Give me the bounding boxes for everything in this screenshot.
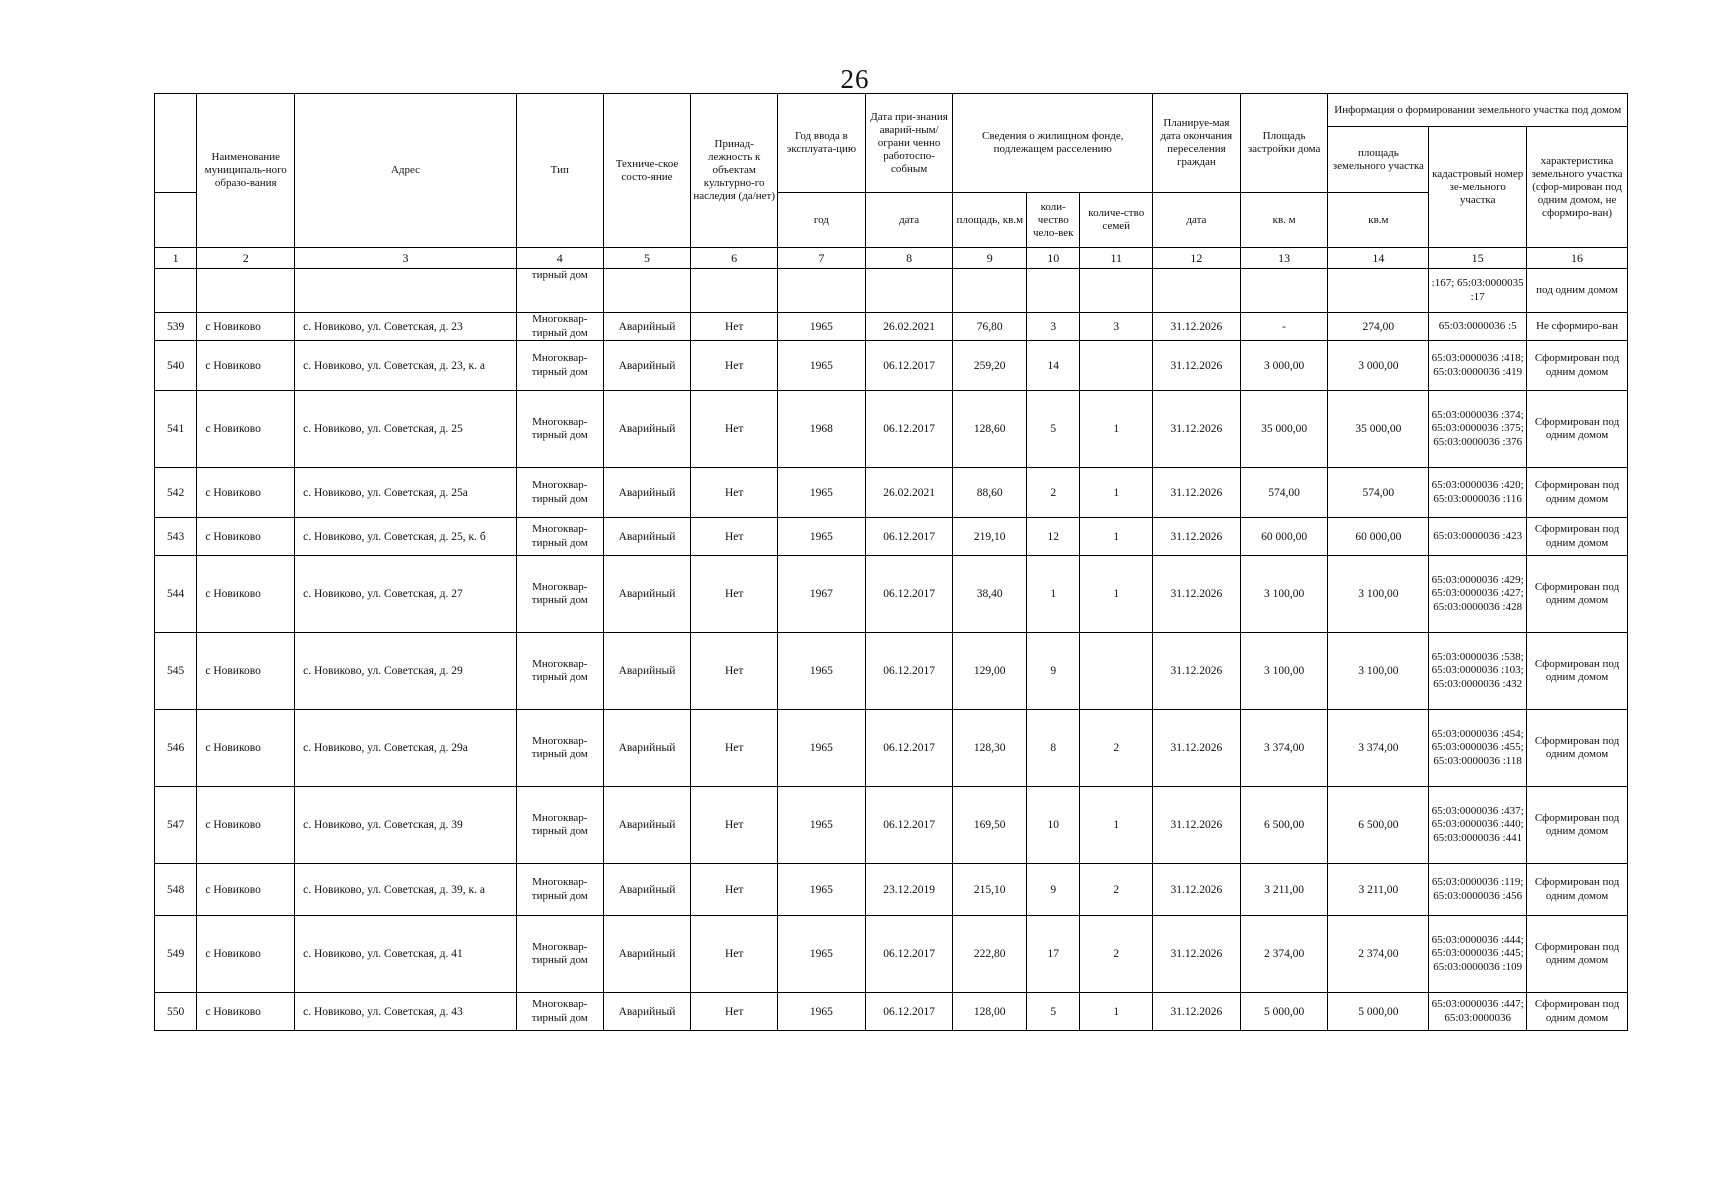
building-area-cell: 60 000,00 <box>1240 518 1328 556</box>
land-characteristic-cell: Сформирован под одним домом <box>1527 993 1628 1031</box>
header-condition: Техниче-ское состо-яние <box>603 94 691 248</box>
building-area-cell: 5 000,00 <box>1240 993 1328 1031</box>
emergency-date-cell: 06.12.2017 <box>865 518 953 556</box>
table-row <box>155 313 1628 341</box>
heritage-cell: Нет <box>691 787 778 864</box>
continuation-land-char: под одним домом <box>1527 269 1628 313</box>
column-number-row <box>155 248 1628 269</box>
year-built-cell: 1965 <box>778 864 866 916</box>
family-count-cell: 1 <box>1080 391 1153 468</box>
cadastral-number-cell: 65:03:0000036 :418; 65:03:0000036 :419 <box>1429 341 1527 391</box>
cadastral-number-cell: 65:03:0000036 :444; 65:03:0000036 :445; 65:03:0000036 :109 <box>1429 916 1527 993</box>
land-characteristic-cell: Сформирован под одним домом <box>1527 391 1628 468</box>
building-area-cell: 35 000,00 <box>1240 391 1328 468</box>
heritage-cell: Нет <box>691 864 778 916</box>
header-row-number-empty <box>155 193 197 248</box>
area-cell: 88,60 <box>953 468 1027 518</box>
people-count-cell: 10 <box>1027 787 1080 864</box>
header-unit-date: дата <box>865 193 953 248</box>
header-year-built: Год ввода в эксплуата-цию <box>778 94 866 193</box>
header-land-area: площадь земельного участка <box>1328 127 1429 193</box>
year-built-cell: 1965 <box>778 916 866 993</box>
column-number: 7 <box>778 248 866 269</box>
column-number: 11 <box>1080 248 1153 269</box>
building-area-cell: 574,00 <box>1240 468 1328 518</box>
land-area-cell: 3 100,00 <box>1328 633 1429 710</box>
land-area-cell: 3 100,00 <box>1328 556 1429 633</box>
address-cell: с. Новиково, ул. Советская, д. 23, к. а <box>295 341 517 391</box>
land-area-cell: 5 000,00 <box>1328 993 1429 1031</box>
land-area-cell: 60 000,00 <box>1328 518 1429 556</box>
column-number: 3 <box>295 248 517 269</box>
house-type-cell: Многоквар-тирный дом <box>516 313 603 341</box>
house-type-cell: Многоквар-тирный дом <box>516 787 603 864</box>
header-land-info: Информация о формировании земельного участка под домом <box>1328 94 1628 127</box>
header-row-number <box>155 94 197 193</box>
planned-date-cell: 31.12.2026 <box>1153 864 1241 916</box>
municipality-cell: с Новиково <box>197 341 295 391</box>
area-cell: 76,80 <box>953 313 1027 341</box>
area-cell: 222,80 <box>953 916 1027 993</box>
area-cell: 128,30 <box>953 710 1027 787</box>
condition-cell: Аварийный <box>603 556 691 633</box>
planned-date-cell: 31.12.2026 <box>1153 341 1241 391</box>
address-cell: с. Новиково, ул. Советская, д. 25 <box>295 391 517 468</box>
address-cell: с. Новиково, ул. Советская, д. 23 <box>295 313 517 341</box>
cadastral-number-cell: 65:03:0000036 :423 <box>1429 518 1527 556</box>
column-number: 1 <box>155 248 197 269</box>
heritage-cell: Нет <box>691 916 778 993</box>
land-characteristic-cell: Сформирован под одним домом <box>1527 518 1628 556</box>
emergency-date-cell: 23.12.2019 <box>865 864 953 916</box>
row-number-cell: 544 <box>155 556 197 633</box>
building-area-cell: 3 211,00 <box>1240 864 1328 916</box>
condition-cell: Аварийный <box>603 916 691 993</box>
building-area-cell: 6 500,00 <box>1240 787 1328 864</box>
land-area-cell: 3 211,00 <box>1328 864 1429 916</box>
land-area-cell: 35 000,00 <box>1328 391 1429 468</box>
year-built-cell: 1965 <box>778 710 866 787</box>
house-type-cell: Многоквар-тирный дом <box>516 468 603 518</box>
house-type-cell: Многоквар-тирный дом <box>516 864 603 916</box>
building-area-cell: 3 100,00 <box>1240 556 1328 633</box>
family-count-cell <box>1080 633 1153 710</box>
area-cell: 128,60 <box>953 391 1027 468</box>
people-count-cell: 5 <box>1027 993 1080 1031</box>
table-row <box>155 341 1628 391</box>
planned-date-cell: 31.12.2026 <box>1153 391 1241 468</box>
year-built-cell: 1965 <box>778 993 866 1031</box>
emergency-date-cell: 06.12.2017 <box>865 916 953 993</box>
family-count-cell: 2 <box>1080 864 1153 916</box>
header-municipality: Наименование муниципаль-ного образо-вания <box>197 94 295 248</box>
table-row <box>155 556 1628 633</box>
header-unit-people: коли-чество чело-век <box>1027 193 1080 248</box>
people-count-cell: 17 <box>1027 916 1080 993</box>
emergency-date-cell: 26.02.2021 <box>865 313 953 341</box>
header-unit-sqm: кв. м <box>1240 193 1328 248</box>
address-cell: с. Новиково, ул. Советская, д. 29а <box>295 710 517 787</box>
area-cell: 129,00 <box>953 633 1027 710</box>
house-type-cell: Многоквар-тирный дом <box>516 518 603 556</box>
emergency-date-cell: 06.12.2017 <box>865 787 953 864</box>
header-unit-families: количе-ство семей <box>1080 193 1153 248</box>
condition-cell: Аварийный <box>603 633 691 710</box>
table-row <box>155 391 1628 468</box>
cadastral-number-cell: 65:03:0000036 :5 <box>1429 313 1527 341</box>
condition-cell: Аварийный <box>603 341 691 391</box>
area-cell: 169,50 <box>953 787 1027 864</box>
address-cell: с. Новиково, ул. Советская, д. 25, к. б <box>295 518 517 556</box>
building-area-cell: 3 000,00 <box>1240 341 1328 391</box>
condition-cell: Аварийный <box>603 518 691 556</box>
land-characteristic-cell: Сформирован под одним домом <box>1527 341 1628 391</box>
land-area-cell: 274,00 <box>1328 313 1429 341</box>
row-number-cell: 541 <box>155 391 197 468</box>
planned-date-cell: 31.12.2026 <box>1153 518 1241 556</box>
table-row <box>155 916 1628 993</box>
header-unit-area: площадь, кв.м <box>953 193 1027 248</box>
year-built-cell: 1967 <box>778 556 866 633</box>
people-count-cell: 1 <box>1027 556 1080 633</box>
year-built-cell: 1965 <box>778 468 866 518</box>
address-cell: с. Новиково, ул. Советская, д. 25а <box>295 468 517 518</box>
row-number-cell: 548 <box>155 864 197 916</box>
column-number: 14 <box>1328 248 1429 269</box>
column-number: 12 <box>1153 248 1241 269</box>
cadastral-number-cell: 65:03:0000036 :119; 65:03:0000036 :456 <box>1429 864 1527 916</box>
building-area-cell: 3 100,00 <box>1240 633 1328 710</box>
planned-date-cell: 31.12.2026 <box>1153 916 1241 993</box>
house-type-cell: Многоквар-тирный дом <box>516 710 603 787</box>
header-cadastral: кадастровый номер зе-мельного участка <box>1429 127 1527 248</box>
heritage-cell: Нет <box>691 518 778 556</box>
heritage-cell: Нет <box>691 710 778 787</box>
people-count-cell: 3 <box>1027 313 1080 341</box>
municipality-cell: с Новиково <box>197 313 295 341</box>
table-row <box>155 993 1628 1031</box>
land-characteristic-cell: Сформирован под одним домом <box>1527 468 1628 518</box>
municipality-cell: с Новиково <box>197 864 295 916</box>
condition-cell: Аварийный <box>603 468 691 518</box>
family-count-cell: 1 <box>1080 556 1153 633</box>
municipality-cell: с Новиково <box>197 633 295 710</box>
condition-cell: Аварийный <box>603 787 691 864</box>
continuation-cadastral: :167; 65:03:0000035 :17 <box>1429 269 1527 313</box>
municipality-cell: с Новиково <box>197 916 295 993</box>
land-area-cell: 574,00 <box>1328 468 1429 518</box>
building-area-cell: 3 374,00 <box>1240 710 1328 787</box>
planned-date-cell: 31.12.2026 <box>1153 468 1241 518</box>
people-count-cell: 12 <box>1027 518 1080 556</box>
people-count-cell: 8 <box>1027 710 1080 787</box>
family-count-cell: 2 <box>1080 710 1153 787</box>
year-built-cell: 1965 <box>778 341 866 391</box>
emergency-date-cell: 26.02.2021 <box>865 468 953 518</box>
heritage-cell: Нет <box>691 993 778 1031</box>
heritage-cell: Нет <box>691 313 778 341</box>
family-count-cell: 1 <box>1080 787 1153 864</box>
condition-cell: Аварийный <box>603 313 691 341</box>
land-area-cell: 3 000,00 <box>1328 341 1429 391</box>
condition-cell: Аварийный <box>603 993 691 1031</box>
continuation-type: тирный дом <box>516 269 603 313</box>
house-type-cell: Многоквар-тирный дом <box>516 391 603 468</box>
column-number: 16 <box>1527 248 1628 269</box>
row-number-cell: 546 <box>155 710 197 787</box>
address-cell: с. Новиково, ул. Советская, д. 27 <box>295 556 517 633</box>
family-count-cell: 1 <box>1080 468 1153 518</box>
column-number: 6 <box>691 248 778 269</box>
cadastral-number-cell: 65:03:0000036 :447; 65:03:0000036 <box>1429 993 1527 1031</box>
emergency-date-cell: 06.12.2017 <box>865 993 953 1031</box>
land-area-cell: 2 374,00 <box>1328 916 1429 993</box>
land-area-cell: 3 374,00 <box>1328 710 1429 787</box>
row-number-cell: 542 <box>155 468 197 518</box>
cadastral-number-cell: 65:03:0000036 :454; 65:03:0000036 :455; 65:03:0000036 :118 <box>1429 710 1527 787</box>
heritage-cell: Нет <box>691 341 778 391</box>
municipality-cell: с Новиково <box>197 993 295 1031</box>
year-built-cell: 1968 <box>778 391 866 468</box>
planned-date-cell: 31.12.2026 <box>1153 787 1241 864</box>
planned-date-cell: 31.12.2026 <box>1153 313 1241 341</box>
header-heritage: Принад-лежность к объектам культурно-го наследия (да/нет) <box>691 94 778 248</box>
table-row <box>155 710 1628 787</box>
emergency-date-cell: 06.12.2017 <box>865 341 953 391</box>
row-number-cell: 539 <box>155 313 197 341</box>
area-cell: 215,10 <box>953 864 1027 916</box>
heritage-cell: Нет <box>691 633 778 710</box>
area-cell: 219,10 <box>953 518 1027 556</box>
cadastral-number-cell: 65:03:0000036 :437; 65:03:0000036 :440; 65:03:0000036 :441 <box>1429 787 1527 864</box>
row-number-cell: 545 <box>155 633 197 710</box>
header-housing-info: Сведения о жилищном фонде, подлежащем расселению <box>953 94 1153 193</box>
row-number-cell: 550 <box>155 993 197 1031</box>
column-number: 5 <box>603 248 691 269</box>
family-count-cell: 2 <box>1080 916 1153 993</box>
family-count-cell: 3 <box>1080 313 1153 341</box>
column-number: 13 <box>1240 248 1328 269</box>
people-count-cell: 5 <box>1027 391 1080 468</box>
heritage-cell: Нет <box>691 468 778 518</box>
people-count-cell: 9 <box>1027 864 1080 916</box>
condition-cell: Аварийный <box>603 391 691 468</box>
municipality-cell: с Новиково <box>197 391 295 468</box>
header-unit-sqm2: кв.м <box>1328 193 1429 248</box>
continuation-row <box>155 269 1628 313</box>
row-number-cell: 547 <box>155 787 197 864</box>
table-row <box>155 787 1628 864</box>
land-characteristic-cell: Сформирован под одним домом <box>1527 787 1628 864</box>
municipality-cell: с Новиково <box>197 710 295 787</box>
column-number: 9 <box>953 248 1027 269</box>
header-emergency-date: Дата при-знания аварий-ным/ограни ченно работоспо-собным <box>865 94 953 193</box>
heritage-cell: Нет <box>691 391 778 468</box>
area-cell: 38,40 <box>953 556 1027 633</box>
address-cell: с. Новиково, ул. Советская, д. 39 <box>295 787 517 864</box>
table-row <box>155 864 1628 916</box>
planned-date-cell: 31.12.2026 <box>1153 710 1241 787</box>
year-built-cell: 1965 <box>778 787 866 864</box>
family-count-cell <box>1080 341 1153 391</box>
land-characteristic-cell: Сформирован под одним домом <box>1527 556 1628 633</box>
people-count-cell: 14 <box>1027 341 1080 391</box>
house-type-cell: Многоквар-тирный дом <box>516 633 603 710</box>
land-characteristic-cell: Сформирован под одним домом <box>1527 864 1628 916</box>
area-cell: 259,20 <box>953 341 1027 391</box>
municipality-cell: с Новиково <box>197 787 295 864</box>
row-number-cell: 543 <box>155 518 197 556</box>
emergency-date-cell: 06.12.2017 <box>865 556 953 633</box>
header-type: Тип <box>516 94 603 248</box>
people-count-cell: 2 <box>1027 468 1080 518</box>
page-number: 26 <box>840 64 870 94</box>
area-cell: 128,00 <box>953 993 1027 1031</box>
planned-date-cell: 31.12.2026 <box>1153 993 1241 1031</box>
emergency-date-cell: 06.12.2017 <box>865 391 953 468</box>
house-type-cell: Многоквар-тирный дом <box>516 916 603 993</box>
cadastral-number-cell: 65:03:0000036 :420; 65:03:0000036 :116 <box>1429 468 1527 518</box>
table-row <box>155 518 1628 556</box>
family-count-cell: 1 <box>1080 993 1153 1031</box>
house-type-cell: Многоквар-тирный дом <box>516 556 603 633</box>
planned-date-cell: 31.12.2026 <box>1153 633 1241 710</box>
municipality-cell: с Новиково <box>197 518 295 556</box>
table-row <box>155 468 1628 518</box>
land-area-cell: 6 500,00 <box>1328 787 1429 864</box>
header-land-char: характеристика земельного участка (сфор-мирован под одним домом, не сформиро-ван) <box>1527 127 1628 248</box>
people-count-cell: 9 <box>1027 633 1080 710</box>
row-number-cell: 540 <box>155 341 197 391</box>
land-characteristic-cell: Сформирован под одним домом <box>1527 710 1628 787</box>
cadastral-number-cell: 65:03:0000036 :429; 65:03:0000036 :427; 65:03:0000036 :428 <box>1429 556 1527 633</box>
header-unit-date2: дата <box>1153 193 1241 248</box>
cadastral-number-cell: 65:03:0000036 :538; 65:03:0000036 :103; 65:03:0000036 :432 <box>1429 633 1527 710</box>
column-number: 2 <box>197 248 295 269</box>
address-cell: с. Новиково, ул. Советская, д. 41 <box>295 916 517 993</box>
housing-registry-table <box>154 93 1628 1031</box>
building-area-cell: 2 374,00 <box>1240 916 1328 993</box>
cadastral-number-cell: 65:03:0000036 :374; 65:03:0000036 :375; 65:03:0000036 :376 <box>1429 391 1527 468</box>
year-built-cell: 1965 <box>778 518 866 556</box>
condition-cell: Аварийный <box>603 864 691 916</box>
municipality-cell: с Новиково <box>197 468 295 518</box>
year-built-cell: 1965 <box>778 633 866 710</box>
header-planned-date: Планируе-мая дата окончания переселения граждан <box>1153 94 1241 193</box>
heritage-cell: Нет <box>691 556 778 633</box>
emergency-date-cell: 06.12.2017 <box>865 710 953 787</box>
column-number: 4 <box>516 248 603 269</box>
land-characteristic-cell: Сформирован под одним домом <box>1527 916 1628 993</box>
header-address: Адрес <box>295 94 517 248</box>
row-number-cell: 549 <box>155 916 197 993</box>
family-count-cell: 1 <box>1080 518 1153 556</box>
address-cell: с. Новиково, ул. Советская, д. 29 <box>295 633 517 710</box>
house-type-cell: Многоквар-тирный дом <box>516 993 603 1031</box>
header-unit-year: год <box>778 193 866 248</box>
building-area-cell: - <box>1240 313 1328 341</box>
header-building-area: Площадь застройки дома <box>1240 94 1328 193</box>
column-number: 8 <box>865 248 953 269</box>
table-row <box>155 633 1628 710</box>
address-cell: с. Новиково, ул. Советская, д. 39, к. а <box>295 864 517 916</box>
house-type-cell: Многоквар-тирный дом <box>516 341 603 391</box>
column-number: 10 <box>1027 248 1080 269</box>
emergency-date-cell: 06.12.2017 <box>865 633 953 710</box>
land-characteristic-cell: Сформирован под одним домом <box>1527 633 1628 710</box>
planned-date-cell: 31.12.2026 <box>1153 556 1241 633</box>
municipality-cell: с Новиково <box>197 556 295 633</box>
year-built-cell: 1965 <box>778 313 866 341</box>
column-number: 15 <box>1429 248 1527 269</box>
land-characteristic-cell: Не сформиро-ван <box>1527 313 1628 341</box>
address-cell: с. Новиково, ул. Советская, д. 43 <box>295 993 517 1031</box>
condition-cell: Аварийный <box>603 710 691 787</box>
